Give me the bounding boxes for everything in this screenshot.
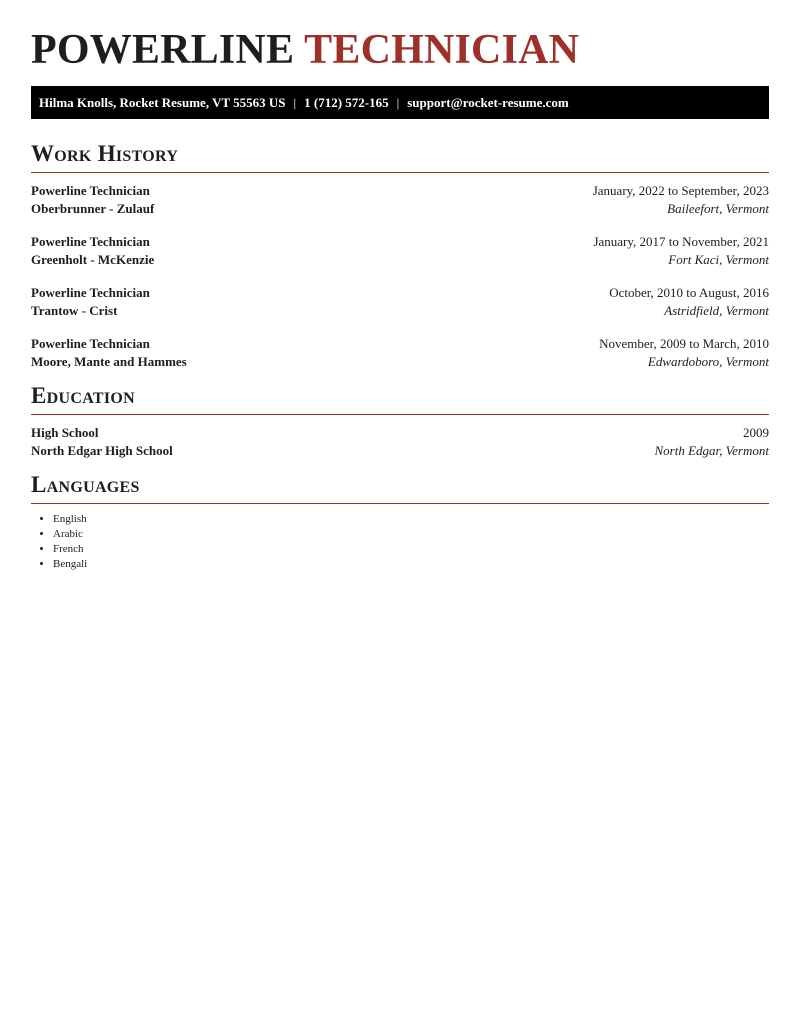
degree: High School (31, 425, 99, 440)
company-name: Moore, Mante and Hammes (31, 354, 187, 369)
contact-separator: | (293, 94, 297, 110)
section-heading-work-history: Work History (31, 141, 179, 166)
languages-section (31, 472, 769, 572)
section-divider (31, 503, 769, 504)
company-name: Trantow - Crist (31, 303, 118, 318)
job-dates: January, 2017 to November, 2021 (593, 234, 769, 249)
graduation-year: 2009 (743, 425, 769, 440)
job-title: Powerline Technician (31, 336, 150, 351)
contact-email[interactable]: support@rocket-resume.com (407, 94, 569, 110)
job-title: Powerline Technician (31, 285, 150, 300)
school-location: North Edgar, Vermont (654, 443, 769, 458)
language-item: • French (53, 542, 769, 557)
title-accent: TECHNICIAN (304, 27, 580, 73)
job-location: Baileefort, Vermont (667, 201, 769, 216)
title-primary: POWERLINE (31, 27, 295, 73)
company-name: Oberbrunner - Zulauf (31, 201, 155, 216)
job-dates: November, 2009 to March, 2010 (599, 336, 769, 351)
language-item: • English (53, 512, 769, 527)
languages-list (31, 512, 769, 572)
education-entry (31, 424, 769, 460)
work-entry (31, 335, 769, 371)
contact-address: Hilma Knolls, Rocket Resume, VT 55563 US (39, 94, 286, 110)
job-title: Powerline Technician (31, 234, 150, 249)
section-heading-languages: Languages (31, 472, 140, 497)
job-title: Powerline Technician (31, 183, 150, 198)
contact-separator: | (396, 94, 400, 110)
language-item: • Arabic (53, 527, 769, 542)
job-location: Edwardoboro, Vermont (647, 354, 769, 369)
education-section (31, 383, 769, 460)
language-item: • Bengali (53, 557, 769, 572)
resume-page (31, 0, 769, 570)
resume-title (31, 0, 769, 86)
work-entry (31, 182, 769, 218)
job-location: Astridfield, Vermont (664, 303, 769, 318)
contact-phone: 1 (712) 572-165 (304, 94, 389, 110)
school-name: North Edgar High School (31, 443, 173, 458)
work-entry (31, 284, 769, 320)
job-location: Fort Kaci, Vermont (668, 252, 769, 267)
contact-bar (31, 86, 769, 119)
job-dates: January, 2022 to September, 2023 (592, 183, 769, 198)
section-heading-education: Education (31, 383, 135, 408)
section-divider (31, 172, 769, 173)
company-name: Greenholt - McKenzie (31, 252, 155, 267)
section-divider (31, 414, 769, 415)
work-history-section (31, 141, 769, 371)
job-dates: October, 2010 to August, 2016 (609, 285, 769, 300)
work-entry (31, 233, 769, 269)
